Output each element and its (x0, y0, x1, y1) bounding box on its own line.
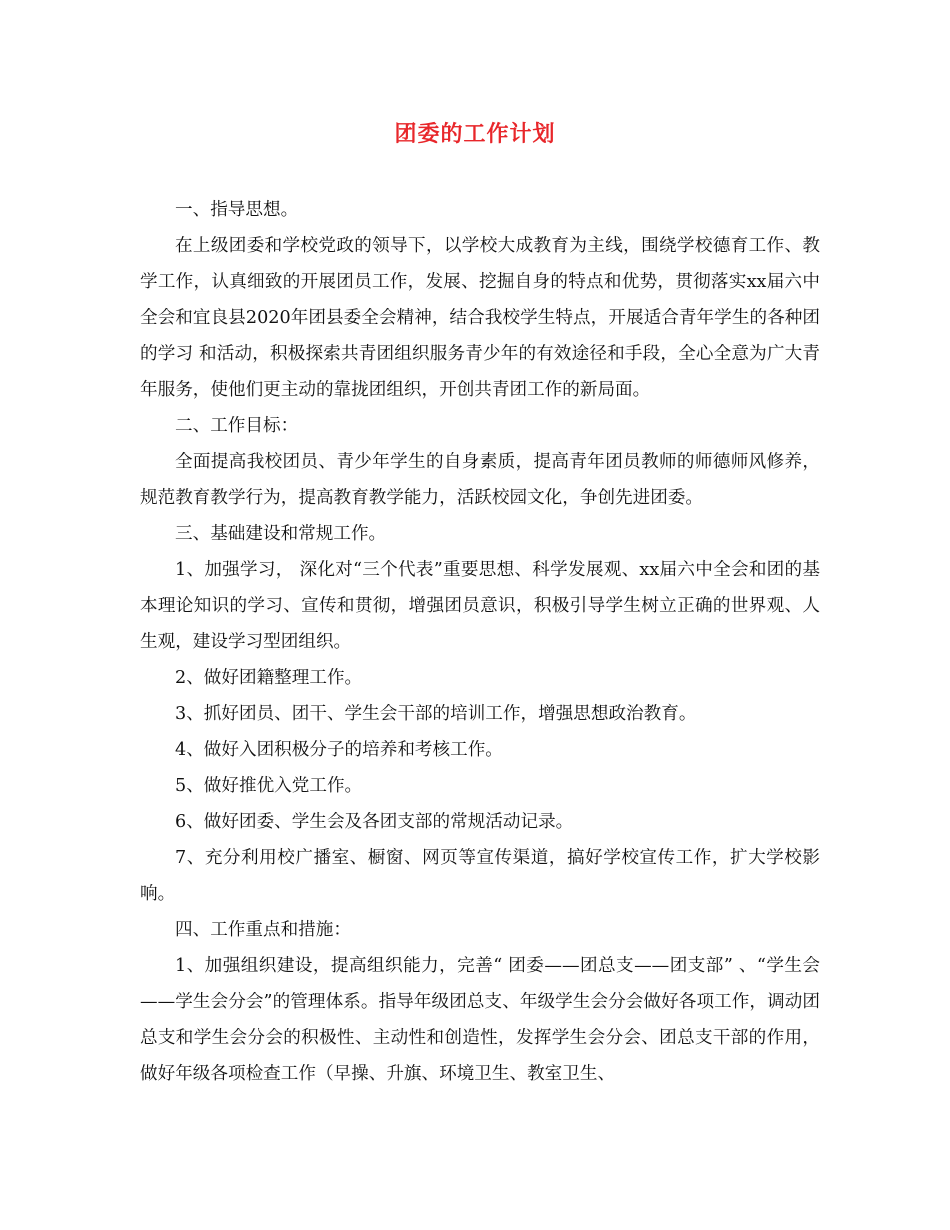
section-heading-key-measures: 四、工作重点和措施： (175, 920, 351, 940)
list-item-activists: 4、做好入团积极分子的培养和考核工作。 (175, 740, 503, 760)
paragraph-work-goals: 全面提高我校团员、青少年学生的自身素质，提高青年团员教师的师德师风修养， 规范教育教学行为，提高教育教学能力，活跃校园文化，争创先进团委。 (140, 452, 820, 508)
list-item-activity-records: 6、做好团委、学生会及各团支部的常规活动记录。 (175, 812, 574, 832)
section-heading-guiding-thought: 一、指导思想。 (175, 200, 299, 220)
list-item-study: 1、加强学习， 深化对“三个代表”重要思想、科学发展观、xx届六中全会和团的基本理论知识的学习、宣传和贯彻，增强团员意识，积极引导学生树立正确的世界观、人生观，建设学习型团组织。 (140, 560, 820, 652)
section-heading-work-goals: 二、工作目标： (175, 416, 299, 436)
document-title: 团委的工作计划 (394, 122, 556, 147)
list-item-training: 3、抓好团员、团干、学生会干部的培训工作，增强思想政治教育。 (175, 704, 697, 724)
list-item-publicity: 7、充分利用校广播室、橱窗、网页等宣传渠道，搞好学校宣传工作，扩大学校影响。 (140, 848, 820, 904)
list-item-membership-records: 2、做好团籍整理工作。 (175, 668, 363, 688)
section-heading-basic-construction: 三、基础建设和常规工作。 (175, 524, 387, 544)
document-body (140, 192, 820, 1092)
list-item-party-recommendation: 5、做好推优入党工作。 (175, 776, 363, 796)
paragraph-guiding-thought: 在上级团委和学校党政的领导下，以学校大成教育为主线，围绕学校德育工作、教学工作，认真细致的开展团员工作，发展、挖掘自身的特点和优势，贯彻落实xx届六中全会和宜良县2020年团县委全会精神，结合我校学生特点，开展适合青年学生的各种团的学习 和活动，积极探索共青团组织服务青少年的有效途径和手段，全心全意为广大青年服务，使他们更主动的靠拢团组织，开创共青团工作的新局面。 (140, 236, 820, 400)
list-item-organization: 1、加强组织建设，提高组织能力，完善“ 团委——团总支——团支部” 、“学生会——学生会分会”的管理体系。指导年级团总支、年级学生会分会做好各项工作，调动团总支和学生会分会的积极性、主动性和创造性，发挥学生会分会、团总支干部的作用，做好年级各项检查工作（早操、升旗、环境卫生、教室卫生、 (140, 956, 820, 1084)
